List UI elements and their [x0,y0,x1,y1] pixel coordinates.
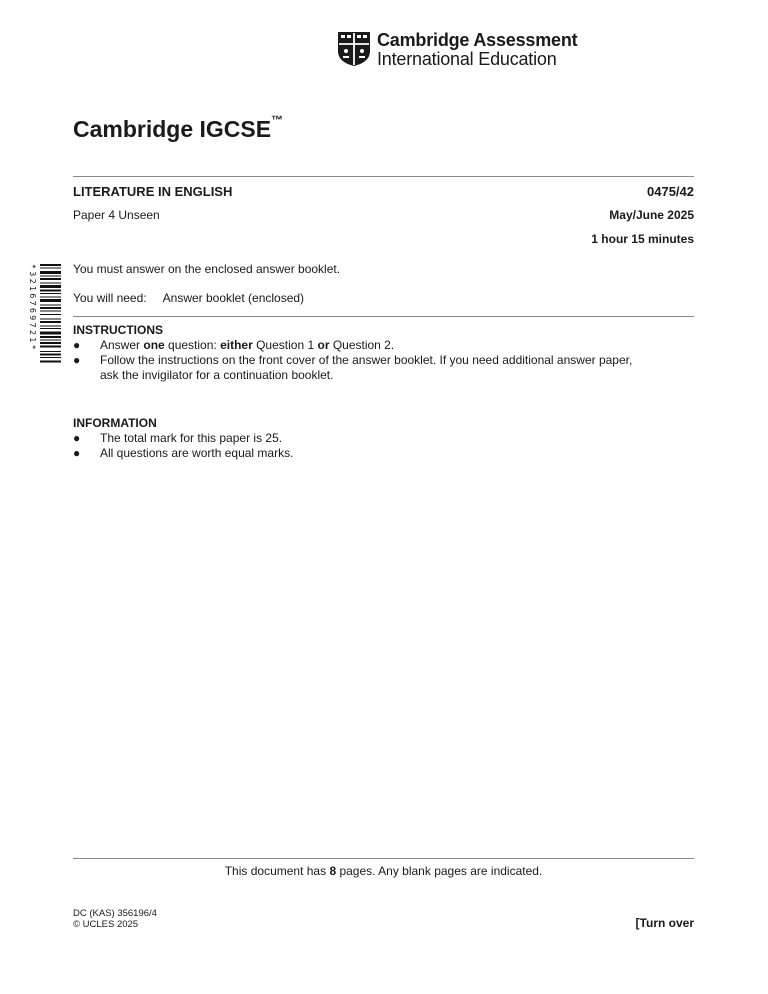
page-count-note: This document has 8 pages. Any blank pages are indicated. [224,864,543,878]
instruction-item-1: ● Answer one question: either Question 1 or Question 2. [73,338,395,352]
logo-line-2: International Education [377,49,557,69]
information-section [73,416,694,461]
qualification-title: Cambridge IGCSE™ [73,113,284,142]
exam-session: May/June 2025 [609,208,694,222]
instructions-heading: INSTRUCTIONS [73,323,163,337]
you-will-need-label: You will need: [73,291,147,305]
doc-code: DC (KAS) 356196/4 [73,908,157,919]
information-item: ● The total mark for this paper is 25. [73,431,283,445]
you-will-need [73,291,304,305]
trademark-symbol: ™ [271,113,284,128]
divider-footer [73,858,694,859]
logo-line-1: Cambridge Assessment [377,30,578,50]
instruction-item-2: ● Follow the instructions on the front cover of the answer booklet. If you need additional answer paper, ask the invigilator for a continuation booklet. [73,353,633,382]
candidate-barcode [28,262,62,402]
information-heading: INFORMATION [73,416,157,430]
answer-note: You must answer on the enclosed answer booklet. [73,262,341,276]
instructions-section [73,323,694,383]
copyright: © UCLES 2025 [73,919,139,930]
turn-over: [Turn over [635,916,694,930]
barcode-digits: *3216769721* [28,264,38,352]
divider-top [73,176,694,177]
divider-instructions [73,316,694,317]
document-codes [73,908,157,930]
paper-code: 0475/42 [647,184,694,199]
paper-name: Paper 4 Unseen [73,208,160,222]
university-shield-icon [337,31,371,67]
bullet-icon: ● [73,338,81,352]
you-will-need-value: Answer booklet (enclosed) [162,291,305,305]
exam-duration: 1 hour 15 minutes [591,232,694,246]
bullet-icon: ● [73,431,81,445]
bullet-icon: ● [73,446,81,460]
cambridge-logo [337,29,587,71]
subject-title: LITERATURE IN ENGLISH [73,184,233,199]
bullet-icon: ● [73,353,81,367]
information-item: ● All questions are worth equal marks. [73,446,294,460]
